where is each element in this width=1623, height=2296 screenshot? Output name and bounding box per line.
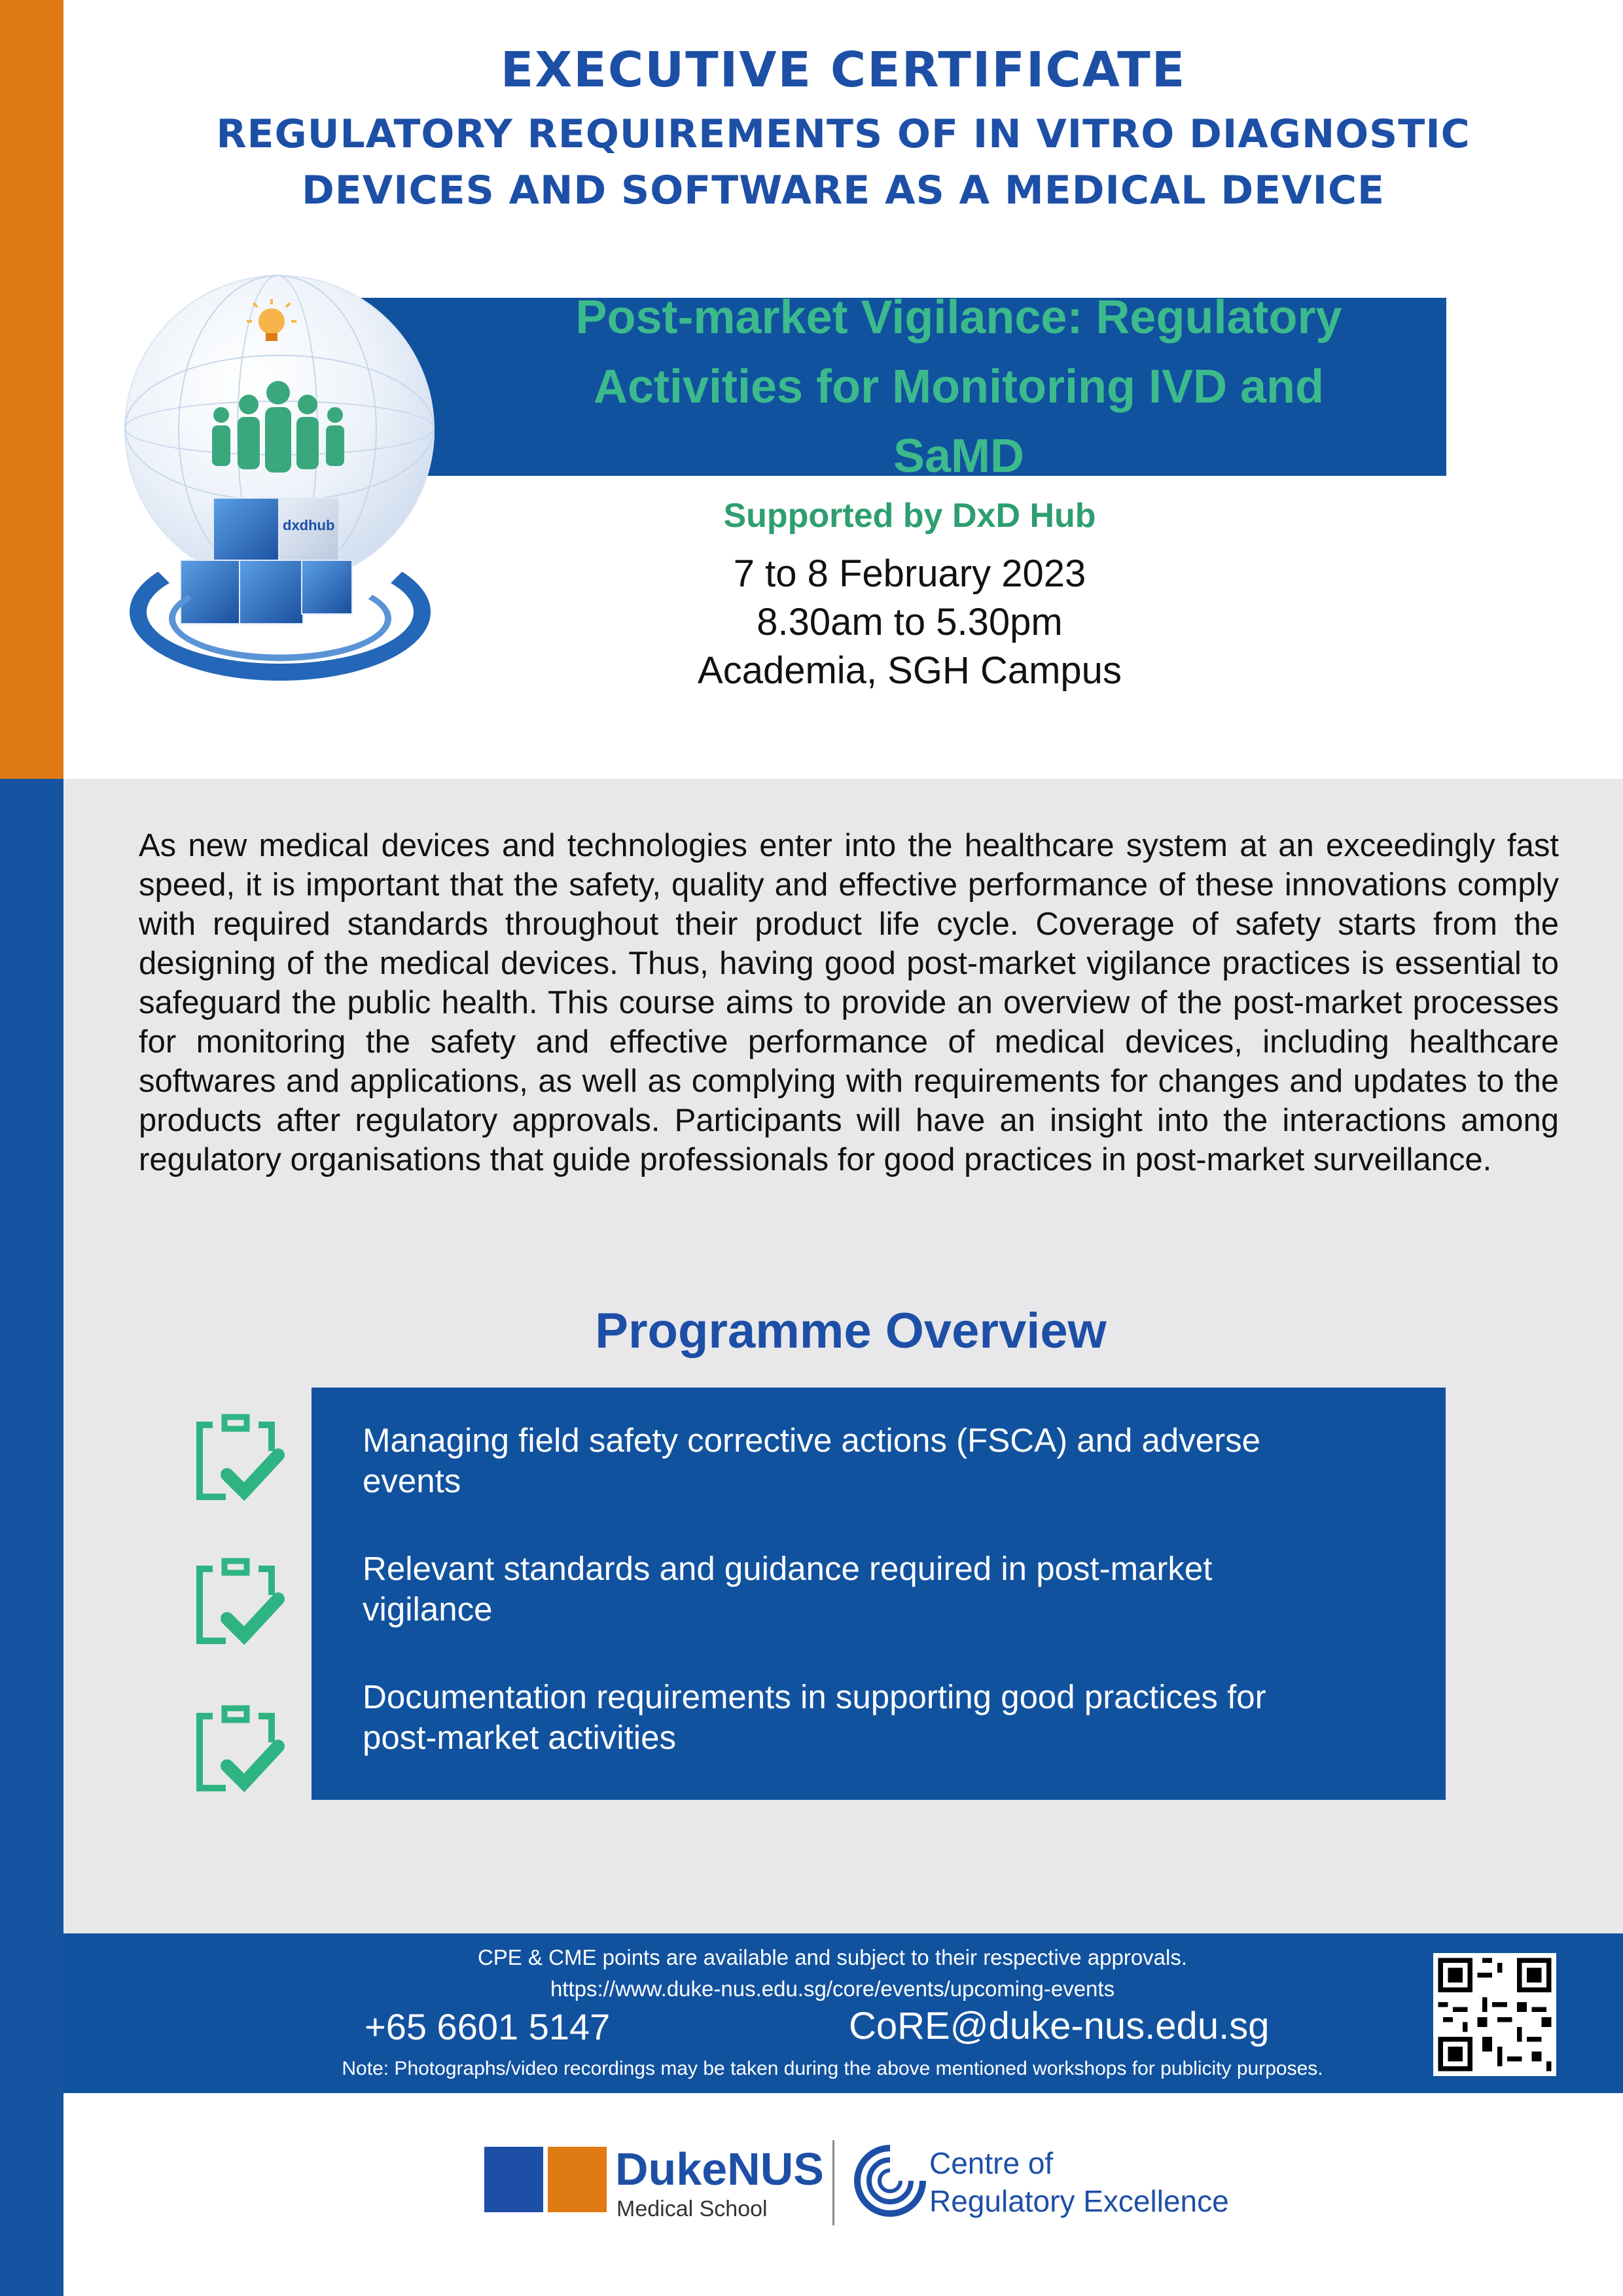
people-group-icon	[196, 380, 360, 478]
hero-line-1: Post-market Vigilance: Regulatory	[575, 291, 1342, 344]
event-time: 8.30am to 5.30pm	[757, 601, 1063, 643]
title-line-3: DEVICES AND SOFTWARE AS A MEDICAL DEVICE	[302, 168, 1385, 213]
core-swirl-icon	[851, 2142, 929, 2220]
overview-item: Documentation requirements in supporting good practices for post-market activities	[363, 1678, 1266, 1756]
hero-line-2: Activities for Monitoring IVD and SaMD	[593, 361, 1325, 482]
duke-shield-icon	[484, 2147, 543, 2212]
left-accent-bar-orange	[0, 0, 63, 779]
event-dates: 7 to 8 February 2023	[733, 552, 1086, 595]
title-line-1: EXECUTIVE CERTIFICATE	[500, 42, 1186, 98]
nus-crest-icon	[548, 2147, 607, 2212]
duke-nus-subtitle: Medical School	[616, 2197, 768, 2221]
footer-logos	[484, 2134, 1270, 2251]
overview-title: Programme Overview	[595, 1303, 1107, 1359]
event-venue: Academia, SGH Campus	[698, 649, 1122, 692]
clipboard-check-icon	[187, 1702, 285, 1800]
cpe-note: CPE & CME points are available and subject to their respective approvals.	[477, 1945, 1188, 1969]
hero-banner	[353, 291, 1446, 482]
hero-banner-text	[416, 283, 1384, 491]
events-link[interactable]: https://www.duke-nus.edu.sg/core/events/upcoming-events	[550, 1977, 1115, 2001]
core-logo-text: Centre of Regulatory Excellence	[929, 2146, 1229, 2218]
overview-item: Relevant standards and guidance required in post-market vigilance	[363, 1550, 1213, 1628]
logo-divider	[832, 2140, 834, 2225]
clipboard-check-icon	[187, 1554, 285, 1653]
event-info	[622, 550, 1198, 695]
left-accent-bar-blue	[0, 779, 63, 2296]
supported-by: Supported by DxD Hub	[723, 497, 1096, 535]
overview-box	[312, 1388, 1446, 1800]
dxdhub-badge: dxdhub	[283, 517, 335, 533]
ring-decoration	[169, 576, 391, 661]
page-title	[63, 34, 1623, 219]
photo-note: Note: Photographs/video recordings may be taken during the above mentioned workshops for publicity purposes.	[342, 2058, 1323, 2079]
overview-item: Managing field safety corrective actions (FSCA) and adverse events	[363, 1422, 1260, 1499]
footer-contact-band	[63, 1933, 1623, 2093]
course-description: As new medical devices and technologies enter into the healthcare system at an exceedingly fast speed, it is important that the safety, quality and effective performance of these innovations comply with required standards throughout their product life cycle. Coverage of safety starts from the designing of the medical devices. Thus, having good post-market vigilance practices is essential to safeguard the public health. This course aims to provide an overview of the post-market processes for monitoring the safety and effective performance of medical devices, including healthcare softwares and applications, as well as complying with requirements for changes and updates to the products after regulatory approvals. Participants will have an insight into the interactions among regulatory organisations that guide professionals for good practices in post-market surveillance.	[139, 828, 1559, 1177]
clipboard-check-icon	[187, 1410, 285, 1509]
email-link[interactable]: CoRE@duke-nus.edu.sg	[849, 2005, 1270, 2047]
phone-number[interactable]: +65 6601 5147	[365, 2006, 611, 2047]
title-line-2: REGULATORY REQUIREMENTS OF IN VITRO DIAGNOSTIC	[216, 111, 1471, 157]
lightbulb-icon	[245, 298, 298, 350]
duke-nus-logo-text: DukeNUS	[615, 2144, 824, 2195]
qr-code[interactable]	[1433, 1953, 1556, 2076]
